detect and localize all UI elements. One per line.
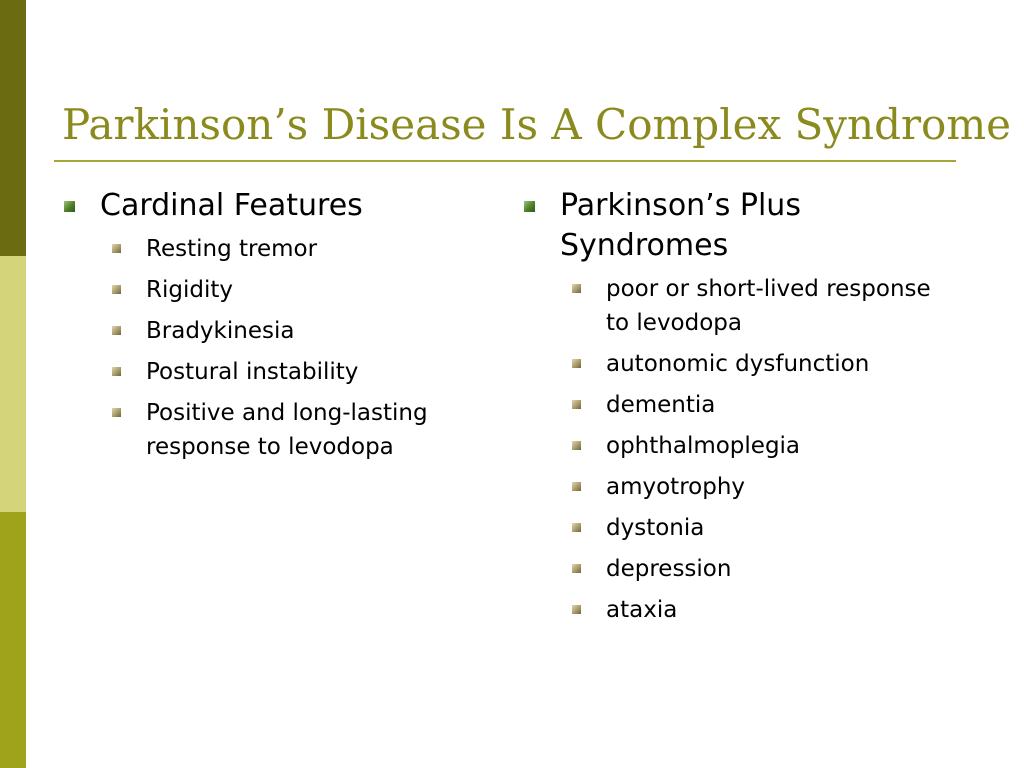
square-bullet-icon	[572, 482, 581, 491]
list-item-text: autonomic dysfunction	[606, 351, 870, 377]
list-item	[62, 355, 442, 389]
left-column	[62, 186, 442, 471]
list-item	[522, 272, 942, 340]
square-bullet-icon	[112, 408, 121, 417]
list-item	[522, 429, 942, 463]
list-item	[522, 552, 942, 586]
left-heading: Cardinal Features	[100, 188, 363, 223]
list-item-text: Rigidity	[146, 277, 233, 303]
side-bar-middle	[0, 256, 26, 512]
list-item	[62, 273, 442, 307]
square-bullet-icon	[112, 285, 121, 294]
list-item-text: ataxia	[606, 597, 678, 623]
square-bullet-icon	[572, 284, 581, 293]
list-item-text: amyotrophy	[606, 474, 746, 500]
list-item	[62, 314, 442, 348]
square-bullet-icon	[112, 326, 121, 335]
list-item-text: dystonia	[606, 515, 705, 541]
list-item-text: Positive and long-lasting response to levodopa	[146, 400, 428, 460]
list-item-text: Resting tremor	[146, 236, 318, 262]
list-item	[522, 347, 942, 381]
list-item	[62, 396, 442, 464]
square-bullet-icon	[572, 359, 581, 368]
right-heading: Parkinson’s Plus Syndromes	[560, 188, 801, 263]
square-bullet-icon	[572, 441, 581, 450]
square-bullet-icon	[112, 244, 121, 253]
right-column	[522, 186, 942, 634]
list-item-text: Bradykinesia	[146, 318, 295, 344]
left-heading-item	[62, 186, 442, 226]
title-divider	[54, 160, 956, 162]
side-bar-top	[0, 0, 26, 256]
square-bullet-icon	[64, 201, 75, 212]
list-item-text: poor or short-lived response to levodopa	[606, 276, 931, 336]
list-item	[522, 593, 942, 627]
list-item-text: depression	[606, 556, 732, 582]
left-sub-list	[62, 232, 442, 464]
square-bullet-icon	[572, 400, 581, 409]
side-bar-bottom	[0, 512, 26, 768]
list-item	[62, 232, 442, 266]
list-item-text: Postural instability	[146, 359, 359, 385]
list-item	[522, 511, 942, 545]
square-bullet-icon	[524, 201, 535, 212]
slide-title: Parkinson’s Disease Is A Complex Syndrome	[62, 100, 1011, 149]
square-bullet-icon	[572, 605, 581, 614]
square-bullet-icon	[572, 564, 581, 573]
right-sub-list	[522, 272, 942, 627]
list-item-text: dementia	[606, 392, 716, 418]
right-heading-item	[522, 186, 942, 266]
list-item	[522, 470, 942, 504]
list-item	[522, 388, 942, 422]
list-item-text: ophthalmoplegia	[606, 433, 801, 459]
square-bullet-icon	[112, 367, 121, 376]
square-bullet-icon	[572, 523, 581, 532]
